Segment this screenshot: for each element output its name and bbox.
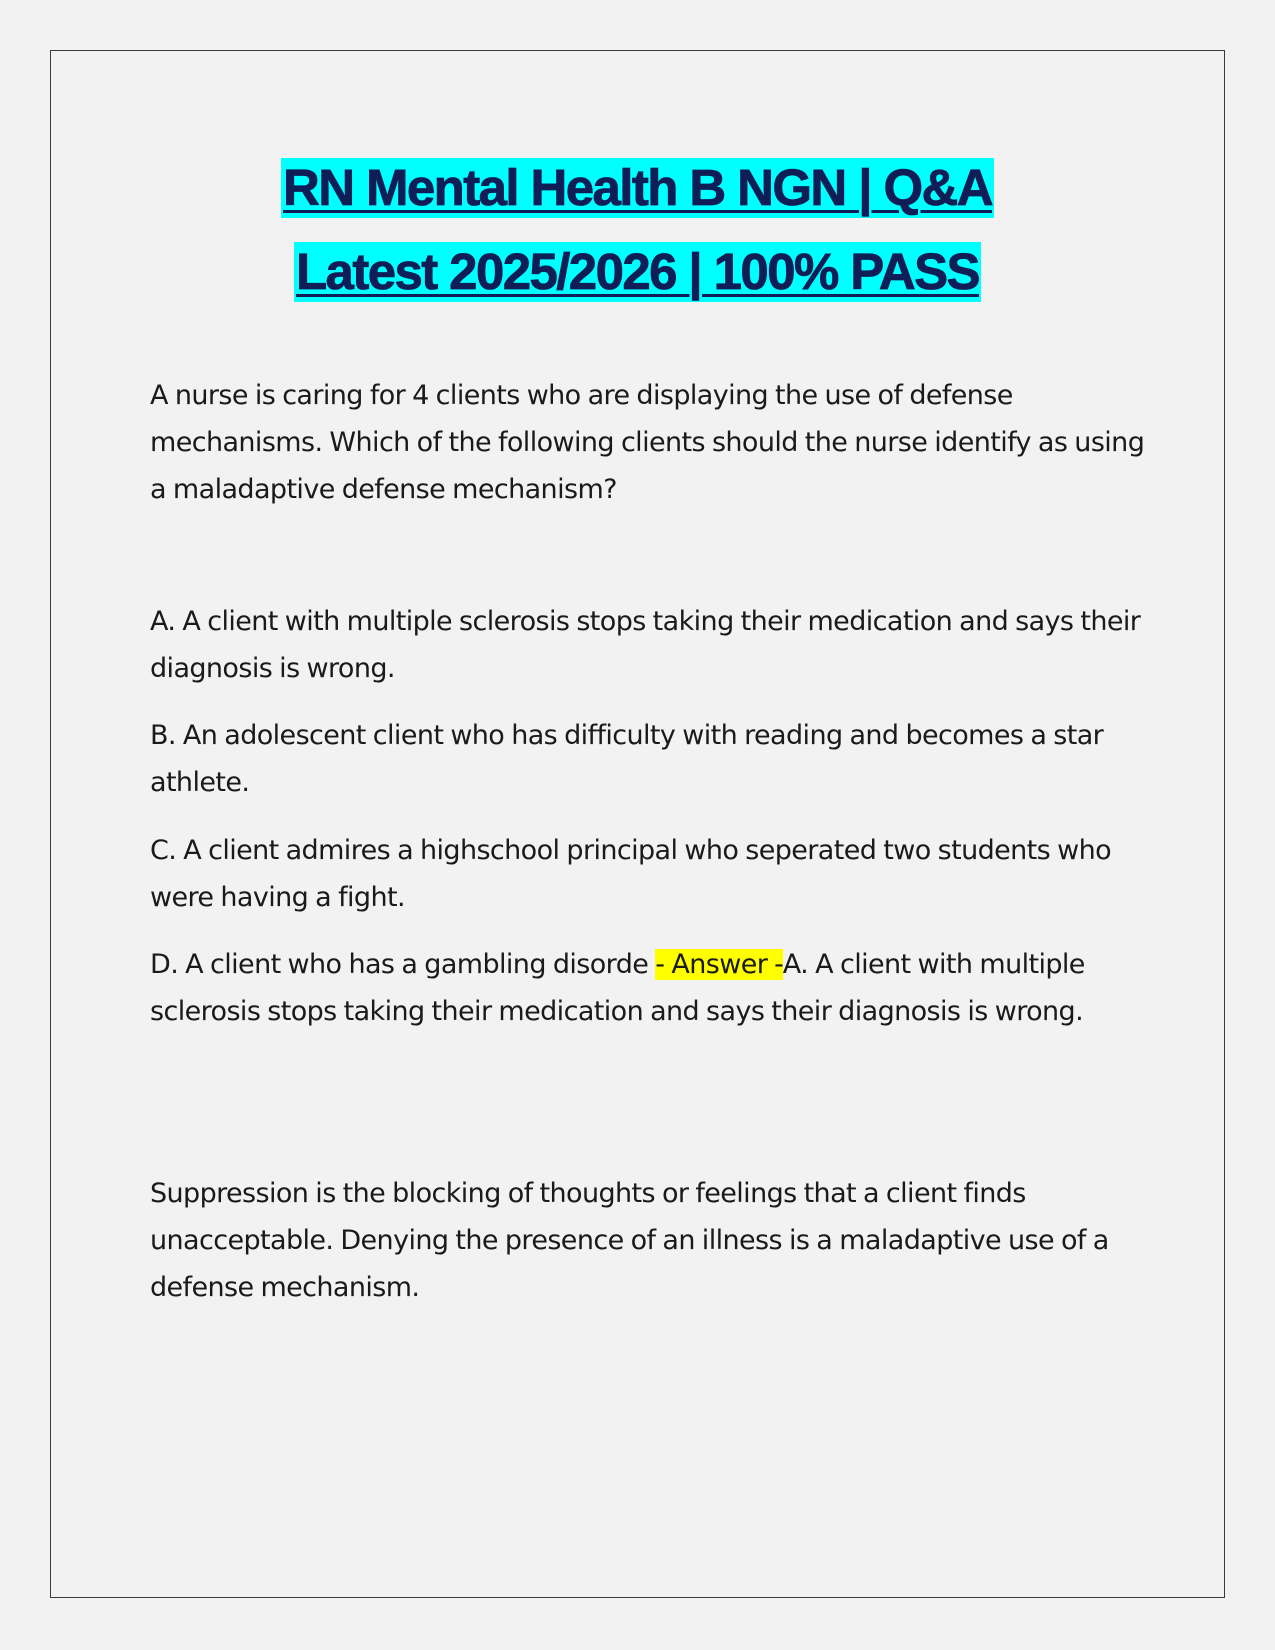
answer-text: A. A client with multiple sclerosis stops taking their medication and says their diagnosis is wrong. <box>150 949 1085 1027</box>
title-line-1: RN Mental Health B NGN | Q&A <box>282 159 993 216</box>
option-d-with-answer <box>150 941 1150 1035</box>
title-line-2: Latest 2025/2026 | 100% PASS <box>296 243 979 300</box>
question-text: A nurse is caring for 4 clients who are displaying the use of defense mechanisms. Which of the following clients should the nurse identify as using a maladaptive defense mechanism? <box>150 380 1145 505</box>
option-c: C. A client admires a highschool principal who seperated two students who were having a fight. <box>150 835 1112 913</box>
option-a: A. A client with multiple sclerosis stops taking their medication and says their diagnosis is wrong. <box>150 606 1141 684</box>
option-d-text: D. A client who has a gambling disorde <box>150 949 656 980</box>
rationale-text: Suppression is the blocking of thoughts or feelings that a client finds unacceptable. Denying the presence of an illness is a maladaptive use of a defense mechanism. <box>150 1178 1109 1303</box>
option-b: B. An adolescent client who has difficulty with reading and becomes a star athlete. <box>150 720 1104 798</box>
answer-label: - Answer - <box>655 949 783 980</box>
document-title <box>50 146 1225 314</box>
